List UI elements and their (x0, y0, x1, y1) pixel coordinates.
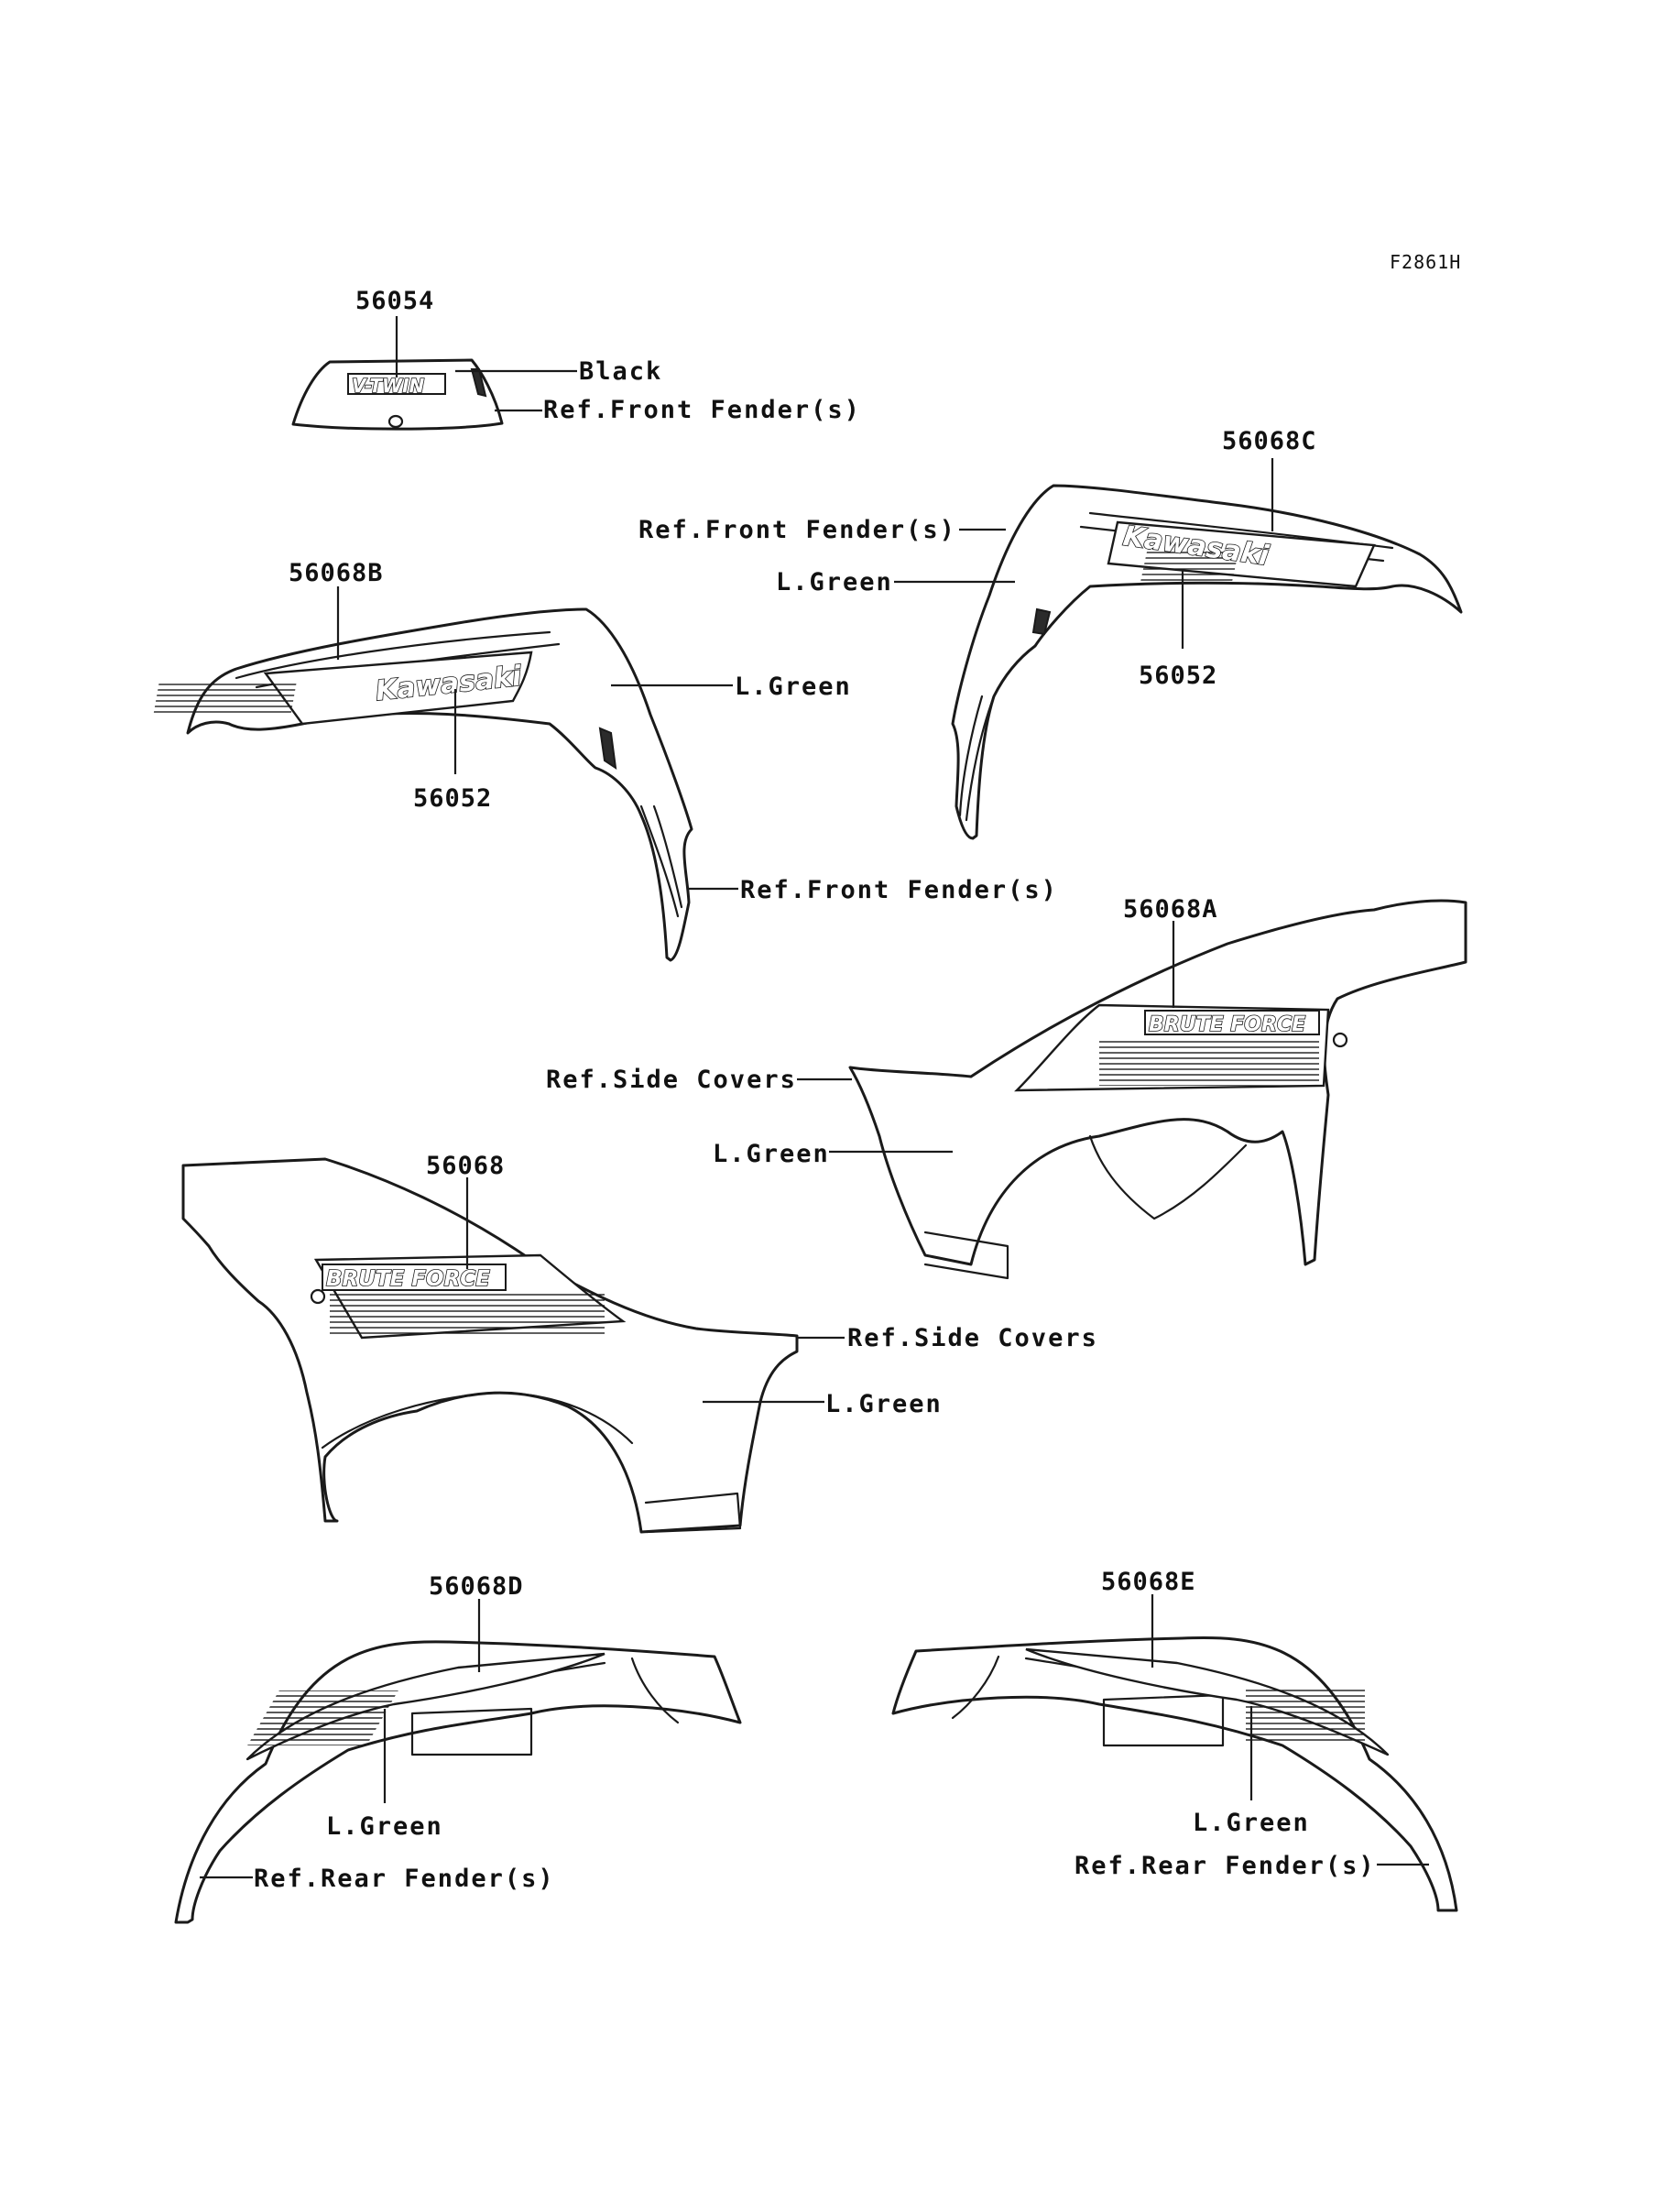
label-scl-green: L.Green (825, 1390, 943, 1418)
side-cover-right-emblem: BRUTE FORCE (1149, 1013, 1306, 1036)
label-fl-green: L.Green (735, 673, 852, 701)
label-scl-ref-side-covers: Ref.Side Covers (847, 1324, 1098, 1352)
part-number-56068[interactable]: 56068 (426, 1152, 506, 1180)
label-black: Black (579, 357, 663, 386)
fl-hatch (153, 680, 297, 717)
label-rfr-ref-rear-fender: Ref.Rear Fender(s) (1075, 1852, 1376, 1880)
part-number-56068E[interactable]: 56068E (1101, 1568, 1196, 1596)
part-number-56068B[interactable]: 56068B (289, 559, 384, 587)
label-rfl-ref-rear-fender: Ref.Rear Fender(s) (254, 1865, 555, 1893)
rear-fender-left-group (176, 1572, 740, 1922)
side-cover-left-shape[interactable] (183, 1159, 797, 1532)
part-number-56068C[interactable]: 56068C (1222, 427, 1317, 455)
scr-bolt (1334, 1034, 1347, 1046)
label-rfr-green: L.Green (1193, 1809, 1310, 1837)
part-number-56068A[interactable]: 56068A (1123, 895, 1218, 924)
label-top-ref-front-fender: Ref.Front Fender(s) (543, 396, 861, 424)
label-fr-ref-front-fender: Ref.Front Fender(s) (638, 516, 956, 544)
top-decal-group (293, 287, 861, 429)
rear-fender-right-group (893, 1568, 1456, 1910)
scr-hatch (1099, 1040, 1319, 1086)
side-cover-left-emblem: BRUTE FORCE (326, 1267, 490, 1291)
v-twin-emblem: V-TWIN (352, 375, 425, 397)
label-fl-ref-front-fender: Ref.Front Fender(s) (740, 876, 1058, 904)
front-fender-right-group (638, 427, 1461, 838)
label-scr-green: L.Green (713, 1140, 830, 1168)
front-fender-right-emblem: Kawasaki (1120, 520, 1271, 573)
part-number-56068D[interactable]: 56068D (429, 1572, 524, 1601)
side-cover-right-group (546, 895, 1466, 1278)
label-rfl-green: L.Green (326, 1812, 443, 1841)
rfr-hatch (1246, 1686, 1365, 1741)
part-number-fl-56052[interactable]: 56052 (413, 784, 493, 813)
front-fender-left-group (153, 559, 1058, 960)
label-scr-ref-side-covers: Ref.Side Covers (546, 1066, 797, 1094)
label-fr-green: L.Green (776, 568, 893, 596)
front-fender-left-emblem: Kawasaki (374, 660, 523, 708)
scr-arch (1090, 1136, 1246, 1219)
scl-hatch (330, 1290, 605, 1334)
figure-code: F2861H (1390, 251, 1462, 273)
part-number-56054[interactable]: 56054 (355, 287, 435, 315)
part-number-fr-56052[interactable]: 56052 (1139, 662, 1218, 690)
